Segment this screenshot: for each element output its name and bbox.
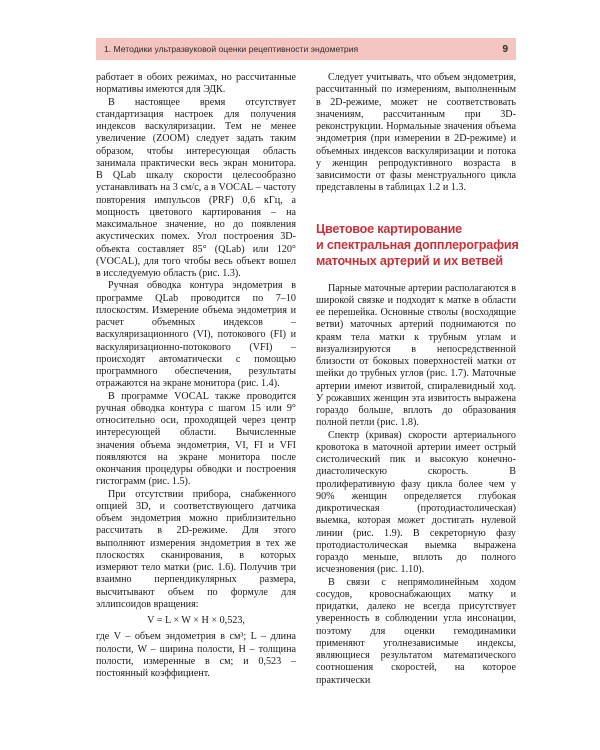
paragraph: работает в обоих режимах, но рассчитанные нормативы имеются для ЭДК. (96, 72, 296, 96)
volume-formula: V = L × W × H × 0,523, (147, 615, 245, 626)
heading-line: и спектральная допплерография (316, 237, 519, 252)
right-column (316, 72, 519, 687)
paragraph: В настоящее время отсутствует стандартизация настроек для получения индексов васкуляризации. Тем не менее увеличение (ZOOM) следует задать таким образом, чтобы интересующая область занимала практически весь экран монитора. В QLab шкалу скорости целесообразно устанавливать на 3 см/с, а в VOCAL – частоту повторения импульсов (PRF) 0,6 кГц, а мощность цветового картирования – на максимальное значение, но до появления акустических помех. Угол построения 3D-объекта составляет 85° (QLab) или 120° (VOCAL), для того чтобы весь объект вошел в исследуемую область (рис. 1.3). (96, 96, 296, 279)
section-heading (316, 221, 519, 269)
page-number: 9 (502, 43, 508, 55)
formula-explanation: где V – объем эндометрия в см³; L – длина полости, W – ширина полости, H – толщина полости, измеренные в см; и 0,523 – постоянный коэффициент. (96, 631, 296, 679)
running-header (96, 38, 516, 60)
paragraph: Ручная обводка контура эндометрия в программе QLab проводится по 7–10 плоскостям. Измерение объема эндометрия и расчет объемных индексов – васкуляризационного (VI), потокового (FI) и васкуляризационно-потокового (VFI) – происходят автоматически с помощью программного обеспечения, результаты отражаются на экране монитора (рис. 1.4). (96, 280, 296, 390)
paragraph: В программе VOCAL также проводится ручная обводка контура с шагом 15 или 9° относительно оси, проходящей через центр интересующей области. Вычисленные значения объема эндометрия, VI, FI и VFI появляются на экране монитора после окончания процедуры обводки и построения гистограмм (рис. 1.5). (96, 390, 296, 488)
header-title: 1. Методики ультразвуковой оценки рецептивности эндометрия (104, 44, 359, 54)
paragraph: В связи с непрямолинейным ходом сосудов, кровоснабжающих матку и придатки, далеко не всегда присутствует уверенность в соблюдении угла инсонации, поэтому для оценки гемодинамики применяют уголнезависимые индексы, являющиеся результатом математического соотношения скоростей, на которое практически (316, 576, 516, 686)
paragraph: Спектр (кривая) скорости артериального кровотока в маточной артерии имеет острый систолический пик и высокую конечно-диастолическую скорость. В пролиферативную фазу цикла более чем у 90% женщин определяется глубокая дикротическая (протодиастолическая) выемка, которая может достигать нулевой линии (рис. 1.9). В секреторную фазу протодиастолическая выемка выражена гораздо меньше, вплоть до полного исчезновения (рис. 1.10). (316, 429, 516, 576)
heading-line: маточных артерий и их ветвей (316, 253, 503, 268)
paragraph: При отсутствии прибора, снабженного опцией 3D, и соответствующего датчика объем эндометрия можно приблизительно рассчитать в 2D-режиме. Для этого выполняют измерения эндометрия в тех же плоскостях сканирования, в которых измеряют тело матки (рис. 1.6). Получив три взаимно перпендикулярных размера, высчитывают объем по формуле для эллипсоидов вращения: (96, 488, 296, 610)
paragraph: Следует учитывать, что объем эндометрия, рассчитанный по измерениям, выполненным в 2D-режиме, может не соответствовать значениям, рассчитанным при 3D-реконструкции. Нормальные значения объема эндометрия (при измерении в 2D-режиме) и объемных индексов васкуляризации и потока у женщин репродуктивного возраста в зависимости от фазы менструального цикла представлены в таблицах 1.2 и 1.3. (316, 72, 516, 194)
heading-line: Цветовое картирование (316, 221, 462, 236)
paragraph: Парные маточные артерии располагаются в широкой связке и подходят к матке в области ее перешейка. Основные стволы (восходящие ветви) маточных артерий поднимаются по краям тела матки к трубным углам и визуализируются в непосредственной близости от боковых поверхностей матки от шейки до трубных углов (рис. 1.7). Маточные артерии имеют извитой, спиралевидный ход. У рожавших женщин эта извитость выражена гораздо больше, вплоть до образования полной петли (рис. 1.8). (316, 282, 516, 429)
left-column (96, 72, 296, 680)
